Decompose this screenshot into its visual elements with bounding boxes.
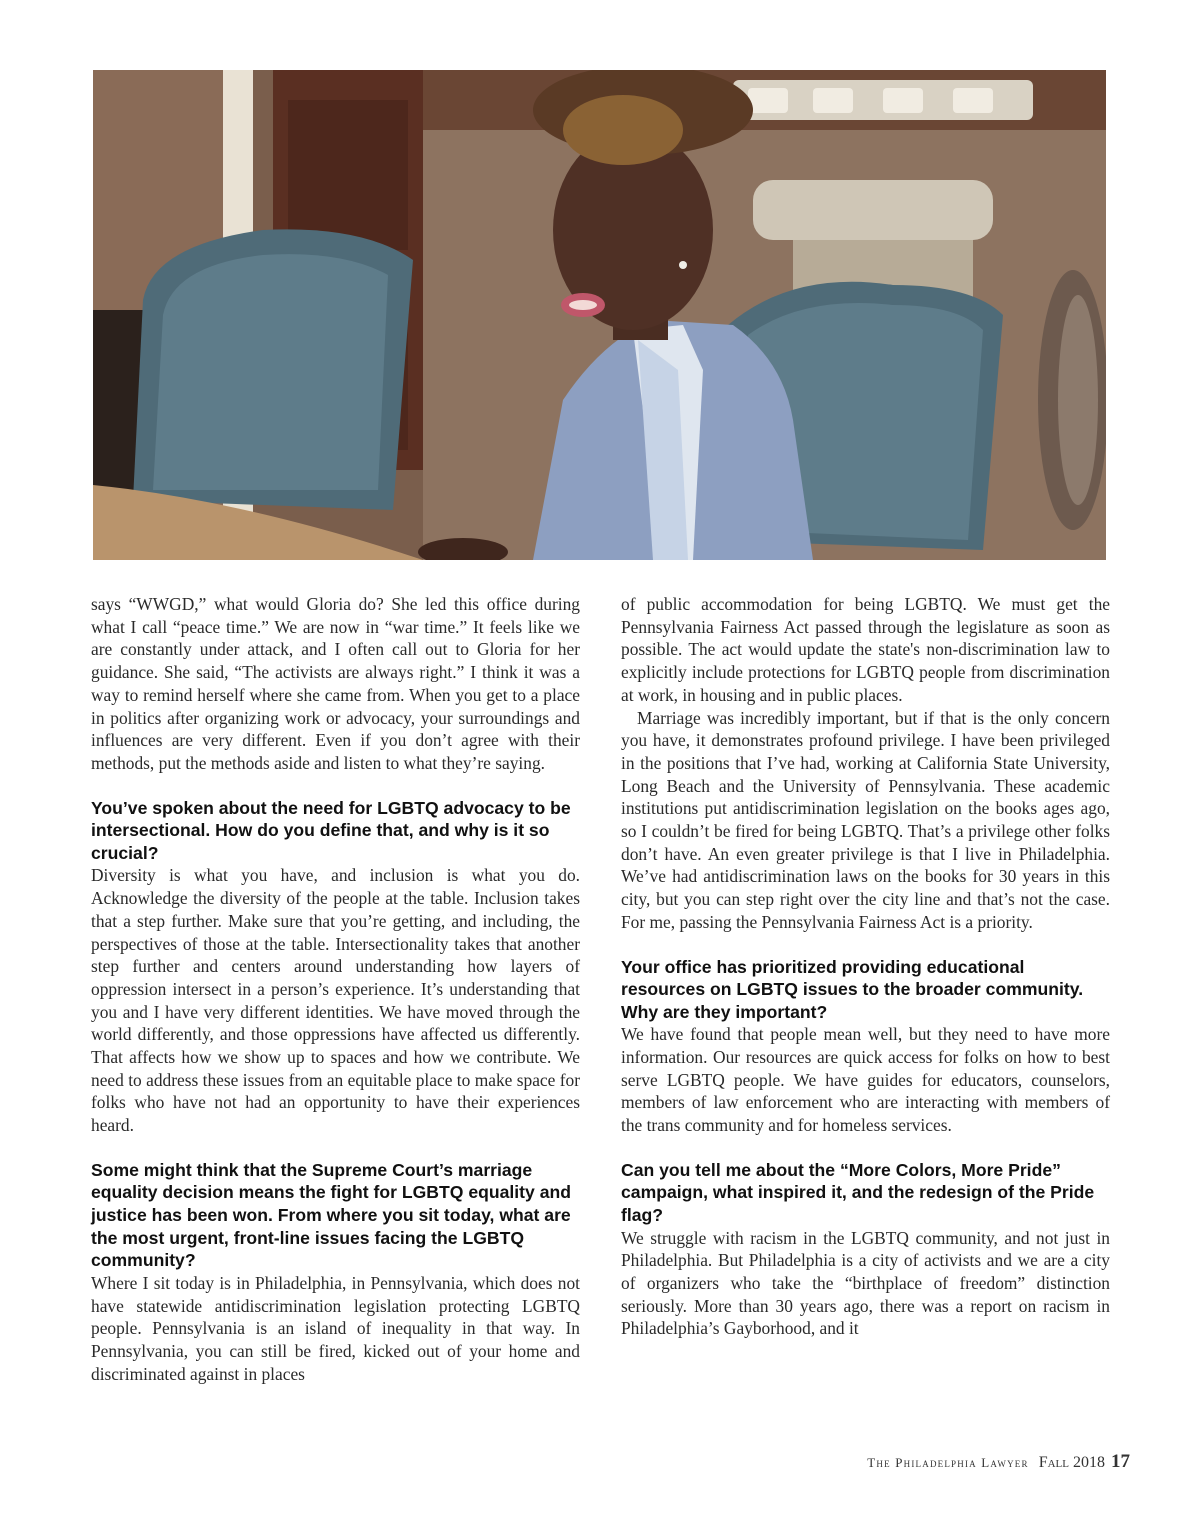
paragraph: of public accommodation for being LGBTQ. We must get the Pennsylvania Fairness Act passed through the legislature as soon as possible. The act would update the state's non-discrimination law to explicitly include protections for LGBTQ people from discrimination at work, in housing and in public places. [621, 594, 1110, 705]
interview-question: Your office has prioritized providing educational resources on LGBTQ issues to the broader community. Why are they important? [621, 956, 1084, 1022]
left-column [91, 593, 580, 1385]
interview-question: You’ve spoken about the need for LGBTQ advocacy to be intersectional. How do you define that, and why is it so crucial? [91, 797, 571, 863]
photo-illustration [93, 70, 1106, 560]
paragraph: Marriage was incredibly important, but if that is the only concern you have, it demonstrates profound privilege. I have been privileged in the positions that I’ve had, working at California State University, Long Beach and the University of Pennsylvania. These academic institutions put antidiscrimination legislation on the books ages ago, so I couldn’t be fired for being LGBTQ. That’s a privilege other folks don’t have. An even greater privilege is that I live in Philadelphia. We’ve had antidiscrimination laws on the books for 30 years in this city, but you can step right over the city line and that’s not the case. For me, passing the Pennsylvania Fairness Act is a priority. [621, 707, 1110, 932]
page-footer [867, 1451, 1130, 1473]
publication-name: The Philadelphia Lawyer [867, 1455, 1029, 1470]
issue-season: Fall 2018 [1038, 1454, 1105, 1471]
article-photo [93, 70, 1106, 560]
paragraph: We struggle with racism in the LGBTQ community, and not just in Philadelphia. But Philadelphia is a city of activists and we are a city of organizers who take the “birthplace of freedom” distinction seriously. More than 30 years ago, there was a report on racism in Philadelphia’s Gayborhood, and it [621, 1227, 1110, 1339]
paragraph: Where I sit today is in Philadelphia, in Pennsylvania, which does not have statewide antidiscrimination legislation protecting LGBTQ people. Pennsylvania is an island of inequality in that way. In Pennsylvania, you can still be fired, kicked out of your home and discriminated against in places [91, 1272, 580, 1384]
right-column [621, 593, 1110, 1340]
page-number: 17 [1111, 1451, 1130, 1472]
paragraph: says “WWGD,” what would Gloria do? She led this office during what I call “peace time.” We are now in “war time.” It feels like we are constantly under attack, and I often call out to Gloria for her guidance. She said, “The activists are always right.” I think it was a way to remind herself where she came from. When you get to a place in politics after organizing work or advocacy, your surroundings and influences are very different. Even if you don’t agree with their methods, put the methods aside and listen to what they’re saying. [91, 594, 580, 773]
paragraph: We have found that people mean well, but they need to have more information. Our resources are quick access for folks on how to best serve LGBTQ people. We have guides for educators, counselors, members of law enforcement who are interacting with members of the trans community and for homeless services. [621, 1024, 1110, 1136]
interview-question: Can you tell me about the “More Colors, More Pride” campaign, what inspired it, and the redesign of the Pride flag? [621, 1159, 1095, 1226]
interview-question: Some might think that the Supreme Court’s marriage equality decision means the fight for LGBTQ equality and justice has been won. From where you sit today, what are the most urgent, front-line issues facing the LGBTQ community? [91, 1159, 571, 1271]
paragraph: Diversity is what you have, and inclusion is what you do. Acknowledge the diversity of the people at the table. Inclusion takes that a step further. Make sure that you’re getting, and including, the perspectives of those at the table. Intersectionality takes that another step further and centers around understanding how layers of oppression intersect in a person’s experience. It’s understanding that you and I have very different identities. We have moved through the world differently, and those oppressions have affected us differently. That affects how we show up to spaces and how we contribute. We need to address these issues from an equitable place to make space for folks who have not had an opportunity to have their experiences heard. [91, 865, 580, 1136]
